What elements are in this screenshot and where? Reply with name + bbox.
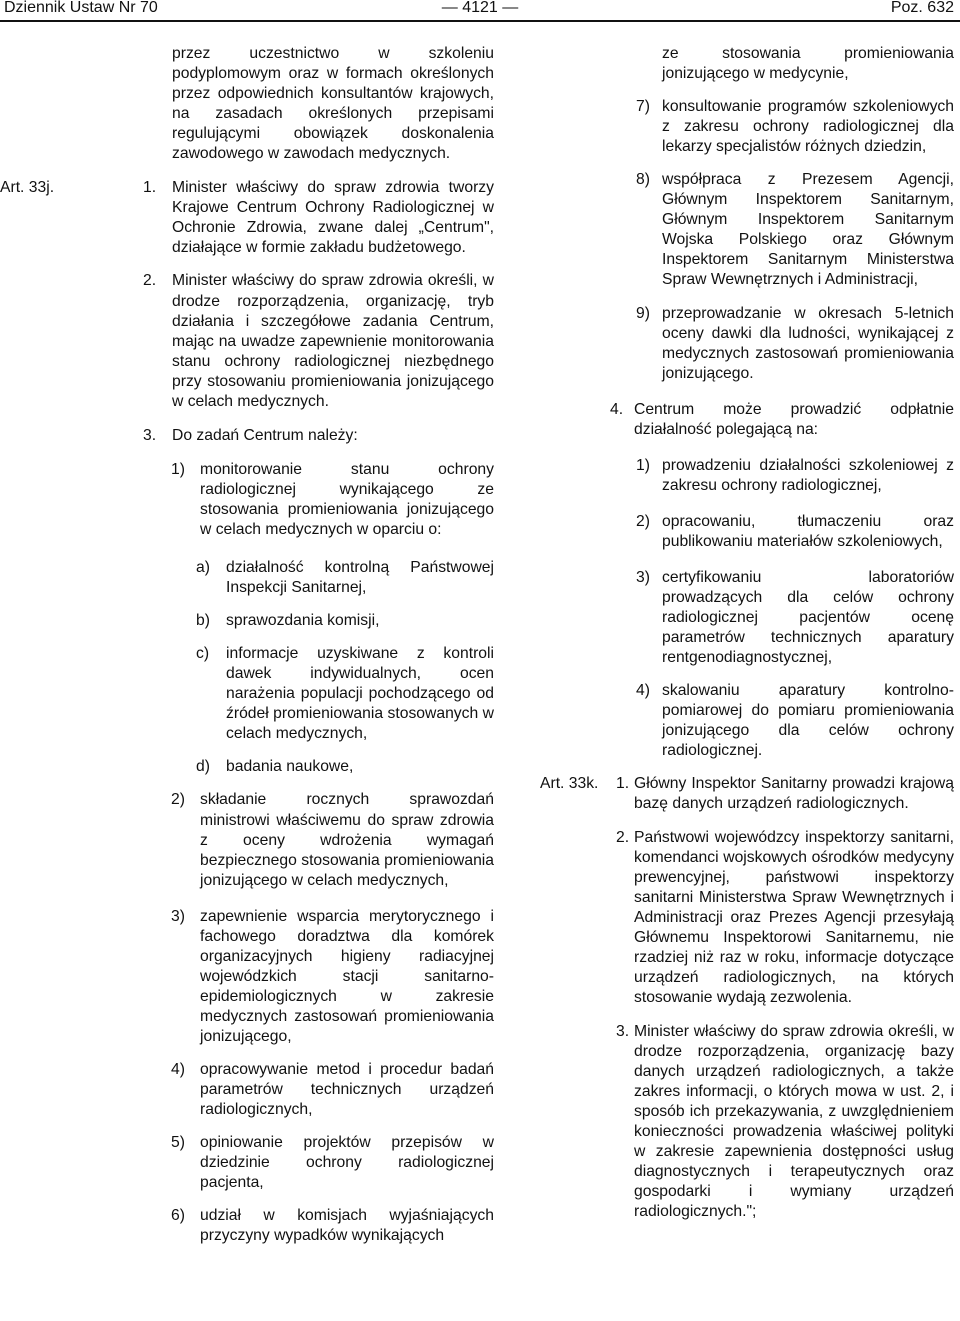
item-letter: a): [196, 559, 210, 577]
item-text: współpraca z Prezesem Agencji, Głównym Inspektorem Sanitarnym, Głównym Inspektorem Sanitarnym Wojska Polskiego oraz Głównym Inspektorem Sanitarnym Ministerstwa Spraw Wewnętrznych i Administracji,: [662, 171, 954, 289]
intro-text: przez uczestnictwo w szkoleniu podyplomowym oraz w formach określonych przez odpowiednich konsultantów krajowych, na zasadach określonych przepisami regulującymi obowiązek doskonalenia zawodowego w zawodach medycznych.: [172, 45, 494, 163]
activity-item-3: [536, 568, 954, 668]
header-rule: [0, 20, 960, 22]
page-number: — 4121 —: [441, 0, 519, 16]
subitem-b: [60, 611, 494, 631]
task-item-4: [60, 1060, 494, 1120]
item-number: 6): [171, 1207, 185, 1225]
item-number: 1): [636, 456, 650, 474]
item-number: 7): [636, 98, 650, 116]
item-number: 1): [171, 460, 185, 478]
item-text: monitorowanie stanu ochrony radiologicznej wynikającego ze stosowania promieniowania jonizującego w celach medycznych w oparciu o:: [200, 460, 494, 538]
item-letter: c): [196, 645, 210, 663]
art33j-par2: [60, 271, 494, 411]
item-number: 5): [171, 1134, 185, 1152]
paragraph-number: 1.: [143, 179, 157, 197]
paragraph-number: 2.: [616, 828, 630, 846]
item-text: przeprowadzanie w okresach 5-letnich oceny dawki dla ludności, wynikającej z medycznych zastosowań promieniowania jonizującego.: [662, 304, 954, 382]
paragraph-text: Minister właściwy do spraw zdrowia określi, w drodze rozporządzenia, organizację, tryb działania i szczegółowe zadania Centrum, mając na uwadze zapewnienie monitorowania stanu ochrony radiologicznej niezbędnego przy stosowaniu promieniowania jonizującego w celach medycznych.: [172, 272, 494, 410]
activity-item-2: [536, 512, 954, 552]
activity-item-1: [536, 456, 954, 496]
task-item-5: [60, 1133, 494, 1193]
item-number: 4): [636, 682, 650, 700]
item-text: udział w komisjach wyjaśniających przyczyny wypadków wynikających: [200, 1207, 494, 1245]
art33k-par1: [536, 774, 954, 814]
task-item-2: [60, 790, 494, 890]
paragraph-text: Do zadań Centrum należy:: [172, 426, 358, 444]
right-column: [536, 44, 954, 1222]
task-item-3: [60, 907, 494, 1047]
item-text: składanie rocznych sprawozdań ministrowi właściwemu do spraw zdrowia z oceny wdrożenia wymagań bezpiecznego stosowania promieniowania jonizującego w celach medycznych,: [200, 791, 494, 889]
continuation-text: ze stosowania promieniowania jonizującego w medycynie,: [662, 45, 954, 83]
item-number: 4): [171, 1061, 185, 1079]
item-text: sprawozdania komisji,: [226, 612, 380, 630]
item-text: opracowywanie metod i procedur badań parametrów technicznych urządzeń radiologicznych,: [200, 1061, 494, 1119]
task-item-6: [60, 1206, 494, 1246]
subitem-c: [60, 644, 494, 744]
paragraph-text: Główny Inspektor Sanitarny prowadzi krajową bazę danych urządzeń radiologicznych.: [634, 775, 954, 813]
activity-item-4: [536, 681, 954, 761]
item-text: działalność kontrolną Państwowej Inspekcji Sanitarnej,: [226, 559, 494, 597]
item-letter: b): [196, 612, 210, 630]
paragraph-number: 1.: [616, 775, 630, 793]
paragraph-text: Centrum może prowadzić odpłatnie działalność polegającą na:: [634, 400, 954, 438]
position-number: Poz. 632: [890, 0, 954, 16]
subitem-a: [60, 558, 494, 598]
art33j-par3: [60, 426, 494, 446]
item-letter: d): [196, 758, 210, 776]
paragraph-number: 3.: [143, 426, 157, 444]
article-33k-label: Art. 33k.: [540, 775, 599, 793]
task-item-8: [536, 170, 954, 290]
item-text: opiniowanie projektów przepisów w dziedzinie ochrony radiologicznej pacjenta,: [200, 1134, 494, 1192]
paragraph-number: 2.: [143, 272, 157, 290]
item-text: badania naukowe,: [226, 758, 354, 776]
item-number: 9): [636, 304, 650, 322]
item-text: opracowaniu, tłumaczeniu oraz publikowaniu materiałów szkoleniowych,: [662, 512, 954, 550]
continuation-paragraph: [536, 44, 954, 84]
paragraph-text: Minister właściwy do spraw zdrowia tworzy Krajowe Centrum Ochrony Radiologicznej w Ochronie Zdrowia, zwane dalej „Centrum", działające w formie zakładu budżetowego.: [172, 179, 494, 257]
art33k-par2: [536, 828, 954, 1008]
art33j-par1: [0, 178, 494, 258]
item-text: certyfikowaniu laboratoriów prowadzących dla celów ochrony radiologicznej pacjentów ocenę parametrów technicznych aparatury rentgenodiagnostycznej,: [662, 568, 954, 667]
item-text: skalowaniu aparatury kontrolno-pomiarowej do pomiaru promieniowania jonizującego dla celów ochrony radiologicznej.: [662, 682, 954, 760]
task-item-7: [536, 97, 954, 157]
art33k-par3: [536, 1022, 954, 1222]
item-text: prowadzeniu działalności szkoleniowej z zakresu ochrony radiologicznej,: [662, 456, 954, 494]
item-number: 2): [636, 512, 650, 530]
paragraph-text: Minister właściwy do spraw zdrowia określi, w drodze rozporządzenia, organizację bazy danych urządzeń radiologicznych, a także zakres informacji, o których mowa w ust. 2, i sposób ich przekazywania, z uwzględnieniem konieczności prowadzenia właściwej polityki w zakresie zapewnienia dostępności usług diagnostycznych i terapeutycznych oraz gospodarki i wymiany urządzeń radiologicznych.";: [634, 1022, 954, 1221]
paragraph-text: Państwowi wojewódzcy inspektorzy sanitarni, komendanci wojskowych ośrodków medycyny prewencyjnej, państwowi inspektorzy sanitarni Ministerstwa Spraw Wewnętrznych i Administracji oraz Prezes Agencji przesyłają Głównemu Inspektorowi Sanitarnemu, nie rzadziej niż raz w roku, informacje dotyczące urządzeń radiologicznych, na których stosowanie wydają zezwolenia.: [634, 828, 954, 1006]
art33j-par4: [536, 400, 954, 440]
article-33j-label: Art. 33j.: [0, 179, 55, 197]
item-number: 3): [636, 568, 650, 586]
item-number: 2): [171, 791, 185, 809]
item-text: informacje uzyskiwane z kontroli dawek indywidualnych, ocen narażenia populacji pochodzącego od źródeł promieniowania stosowanych w celach medycznych,: [226, 645, 494, 743]
intro-paragraph: [60, 44, 494, 164]
journal-title: Dziennik Ustaw Nr 70: [4, 0, 158, 16]
subitem-d: [60, 757, 494, 777]
item-text: konsultowanie programów szkoleniowych z zakresu ochrony radiologicznej dla lekarzy specjalistów różnych dziedzin,: [662, 98, 954, 156]
item-number: 3): [171, 907, 185, 925]
task-item-9: [536, 304, 954, 384]
left-column: [0, 44, 494, 1246]
page-header: [0, 0, 960, 18]
item-number: 8): [636, 171, 650, 189]
item-text: zapewnienie wsparcia merytorycznego i fachowego doradztwa dla komórek organizacyjnych higieny radiacyjnej wojewódzkich stacji sanitarno-epidemiologicznych w zakresie medycznych zastosowań promieniowania jonizującego,: [200, 907, 494, 1045]
task-item-1: [60, 460, 494, 540]
paragraph-number: 3.: [616, 1022, 630, 1040]
paragraph-number: 4.: [610, 400, 624, 418]
